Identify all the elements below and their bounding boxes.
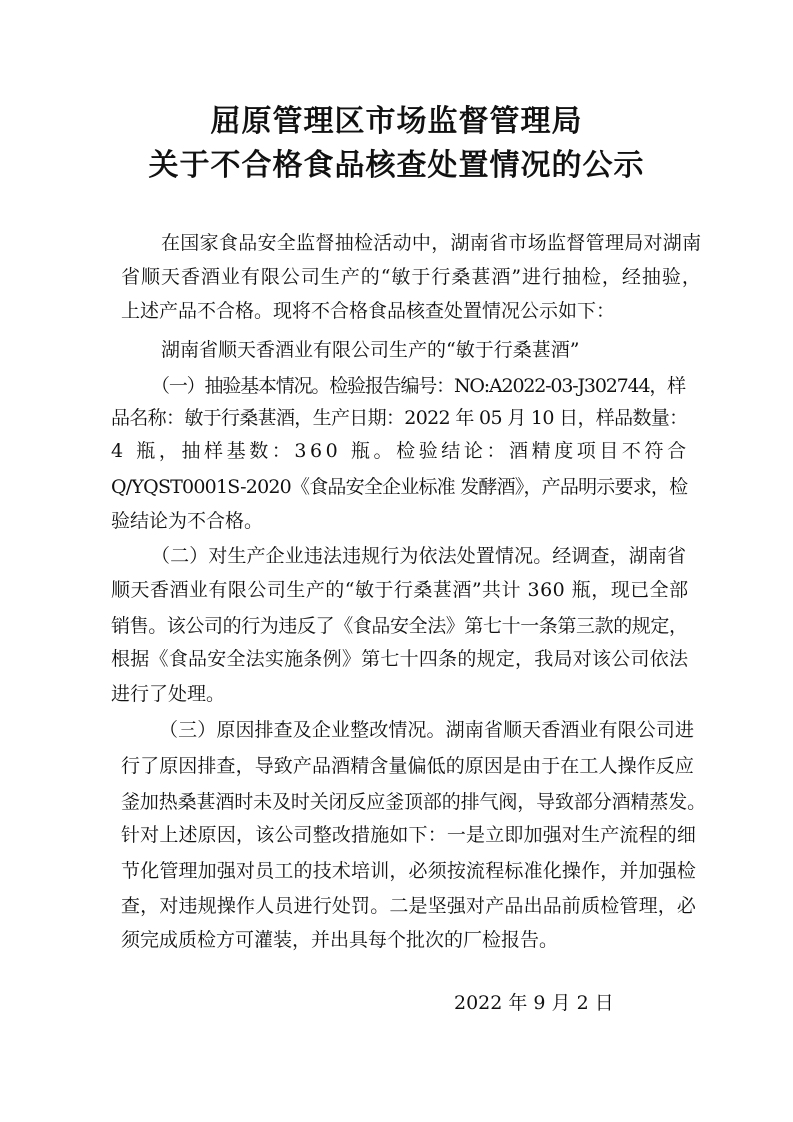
- section1-line1: （一）抽验基本情况。检验报告编号：NO:A2022-03-J302744，样: [151, 375, 686, 397]
- section3-line3: 釜加热桑葚酒时未及时关闭反应釜顶部的排气阀，导致部分酒精蒸发。: [121, 791, 706, 813]
- section3-line7: 须完成质检方可灌装，并出具每个批次的厂检报告。: [121, 929, 559, 951]
- section2-line5: 进行了处理。: [111, 683, 226, 705]
- section3-line5: 节化管理加强对员工的技术培训，必须按流程标准化操作，并加强检: [121, 860, 697, 882]
- section1-line2: 品名称：敏于行桑葚酒，生产日期：2022 年 05 月 10 日，样品数量：: [111, 407, 688, 429]
- paragraph-intro-line3: 上述产品不合格。现将不合格食品核查处置情况公示如下：: [121, 300, 616, 322]
- paragraph-intro-line2: 省顺天香酒业有限公司生产的“敏于行桑葚酒”进行抽检，经抽验，: [121, 266, 702, 288]
- section3-line6: 查，对违规操作人员进行处罚。二是坚强对产品出品前质检管理，必: [121, 895, 697, 917]
- section3-line2: 行了原因排查，导致产品酒精含量偏低的原因是由于在工人操作反应: [121, 755, 695, 777]
- section2-line3: 销售。该公司的行为违反了《食品安全法》第七十一条第三款的规定，: [111, 615, 688, 637]
- section2-line2: 顺天香酒业有限公司生产的“敏于行桑葚酒”共计 360 瓶，现已全部: [111, 579, 689, 601]
- paragraph-intro-line1: 在国家食品安全监督抽检活动中，湖南省市场监督管理局对湖南: [161, 232, 702, 254]
- document-title-line1: 屈原管理区市场监督管理局: [210, 104, 583, 139]
- section3-line1: （三）原因排查及企业整改情况。湖南省顺天香酒业有限公司进: [159, 719, 695, 741]
- section2-line4: 根据《食品安全法实施条例》第七十四条的规定，我局对该公司依法: [111, 648, 689, 670]
- section1-line5: 验结论为不合格。: [111, 510, 264, 532]
- product-heading: 湖南省顺天香酒业有限公司生产的“敏于行桑葚酒”: [161, 339, 580, 361]
- section1-line3: 4 瓶，抽样基数：360 瓶。检验结论：酒精度项目不符合: [111, 440, 690, 462]
- section2-line1: （二）对生产企业违法违规行为依法处置情况。经调查，湖南省: [151, 545, 687, 567]
- document-title-line2: 关于不合格食品核查处置情况的公示: [148, 148, 645, 183]
- section1-line4: Q/YQST0001S-2020《食品安全企业标准 发酵酒》，产品明示要求，检: [111, 476, 688, 498]
- section3-line4: 针对上述原因，该公司整改措施如下：一是立即加强对生产流程的细: [121, 824, 697, 846]
- document-date: 2022 年 9 月 2 日: [454, 992, 614, 1014]
